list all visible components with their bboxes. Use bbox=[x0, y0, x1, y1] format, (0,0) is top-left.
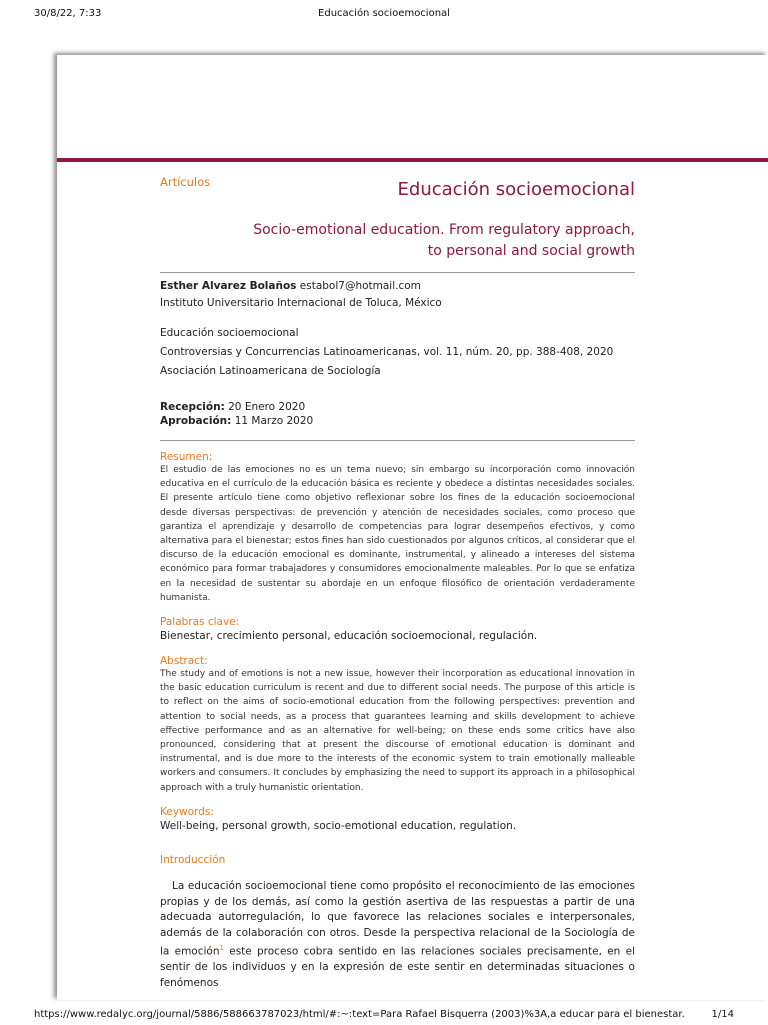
citation-journal[interactable]: Controversias y Concurrencias Latinoamericanas, vol. 11, núm. 20, pp. 388-408, 2020 bbox=[160, 346, 614, 358]
article-subtitle bbox=[160, 220, 635, 262]
resumen-text: El estudio de las emociones no es un tema nuevo; sin embargo su incorporación como innovación educativa en el currículo de la educación básica es reciente y obedece a distintas necesidades sociales. El presente artículo tiene como objetivo reflexionar sobre los fines de la educación socioemocional desde diversas perspectivas: de prevención y atención de necesidades sociales, como proceso que garantiza el aprendizaje y desarrollo de competencias para lograr desempeños efectivos, y como alternativa para el bienestar; estos fines han sido cuestionados por algunos críticos, al considerar que el discurso de la educación emocional es dominante, instrumental, y alineado a intereses del sistema económico para formar trabajadores y consumidores emocionalmente maleables. Por lo que se enfatiza en la necesidad de sustentar su abordaje en un enfoque filosófico de orientación verdaderamente humanista. bbox=[160, 465, 635, 603]
keywords-text: Well-being, personal growth, socio-emotional education, regulation. bbox=[160, 820, 517, 832]
subtitle-line-2: to personal and social growth bbox=[427, 243, 635, 259]
keywords-heading: Keywords: bbox=[160, 806, 214, 818]
palabras-text: Bienestar, crecimiento personal, educación socioemocional, regulación. bbox=[160, 630, 538, 642]
article-title: Educación socioemocional bbox=[397, 179, 635, 200]
author-block bbox=[160, 278, 635, 312]
reception-date: 20 Enero 2020 bbox=[228, 401, 306, 413]
palabras-heading: Palabras clave: bbox=[160, 616, 240, 628]
intro-heading: Introducción bbox=[160, 854, 226, 866]
divider bbox=[160, 272, 635, 273]
print-date: 30/8/22, 7:33 bbox=[34, 8, 102, 19]
section-tag[interactable]: Artículos bbox=[160, 175, 211, 189]
approval-date: 11 Marzo 2020 bbox=[234, 415, 314, 427]
abstract-heading: Abstract: bbox=[160, 655, 208, 667]
page-counter: 1/14 bbox=[711, 1009, 734, 1020]
palabras-section bbox=[160, 616, 635, 645]
footnote-link[interactable]: 1 bbox=[219, 944, 224, 952]
author-email[interactable]: estabol7@hotmail.com bbox=[299, 280, 421, 292]
subtitle-line-1: Socio-emotional education. From regulatory approach, bbox=[253, 222, 635, 238]
print-header bbox=[0, 8, 768, 24]
citation-block bbox=[160, 324, 635, 381]
reception-label: Recepción: bbox=[160, 401, 225, 413]
resumen-heading: Resumen: bbox=[160, 451, 213, 463]
author-name: Esther Alvarez Bolaños bbox=[160, 280, 297, 292]
abstract-section bbox=[160, 655, 635, 795]
resumen-section bbox=[160, 451, 635, 605]
approval-label: Aprobación: bbox=[160, 415, 232, 427]
intro-text-1: La educación socioemocional tiene como propósito el reconocimiento de las emociones propias y de los demás, así como la gestión asertiva de las respuestas a partir de una adecuada autorregulación, lo que favorece las relaciones sociales e interpersonales, además de la colaboración con otros. Desde la perspectiva relacional de la Sociología de la emoción bbox=[160, 880, 635, 958]
print-footer bbox=[0, 1009, 768, 1025]
citation-title: Educación socioemocional bbox=[160, 327, 299, 339]
print-title: Educación socioemocional bbox=[318, 8, 450, 19]
divider bbox=[160, 440, 635, 441]
print-url: https://www.redalyc.org/journal/5886/588663787023/html/#:~:text=Para Rafael Bisquerra (2003)%3A,a educar para el bienestar. bbox=[34, 1009, 685, 1020]
dates-block bbox=[160, 400, 635, 428]
intro-text-2: este proceso cobra sentido en las relaciones sociales precisamente, en el sentir de los individuos y en la expresión de este sentir en determinadas situaciones o fenómenos bbox=[160, 945, 635, 989]
citation-publisher: Asociación Latinoamericana de Sociología bbox=[160, 365, 381, 377]
header-rule bbox=[57, 158, 768, 162]
keywords-section bbox=[160, 806, 635, 835]
author-affiliation: Instituto Universitario Internacional de Toluca, México bbox=[160, 297, 442, 309]
abstract-text: The study and of emotions is not a new issue, however their incorporation as educational innovation in the basic education curriculum is recent and due to different social needs. The purpose of this article is to reflect on the aims of socio-emotional education from the following perspectives: prevention and attention to social needs, as a process that guarantees learning and skills development to achieve effective performance and as an alternative for well-being; on these ends some critics have also pronounced, considering that at present the discourse of emotional education is dominant and instrumental, and is due more to the interests of the economic system to train emotionally malleable workers and consumers. It concludes by emphasizing the need to support its approach in a philosophical approach with a truly humanistic orientation. bbox=[160, 669, 635, 793]
intro-paragraph bbox=[160, 879, 635, 991]
document-page bbox=[57, 55, 768, 1000]
